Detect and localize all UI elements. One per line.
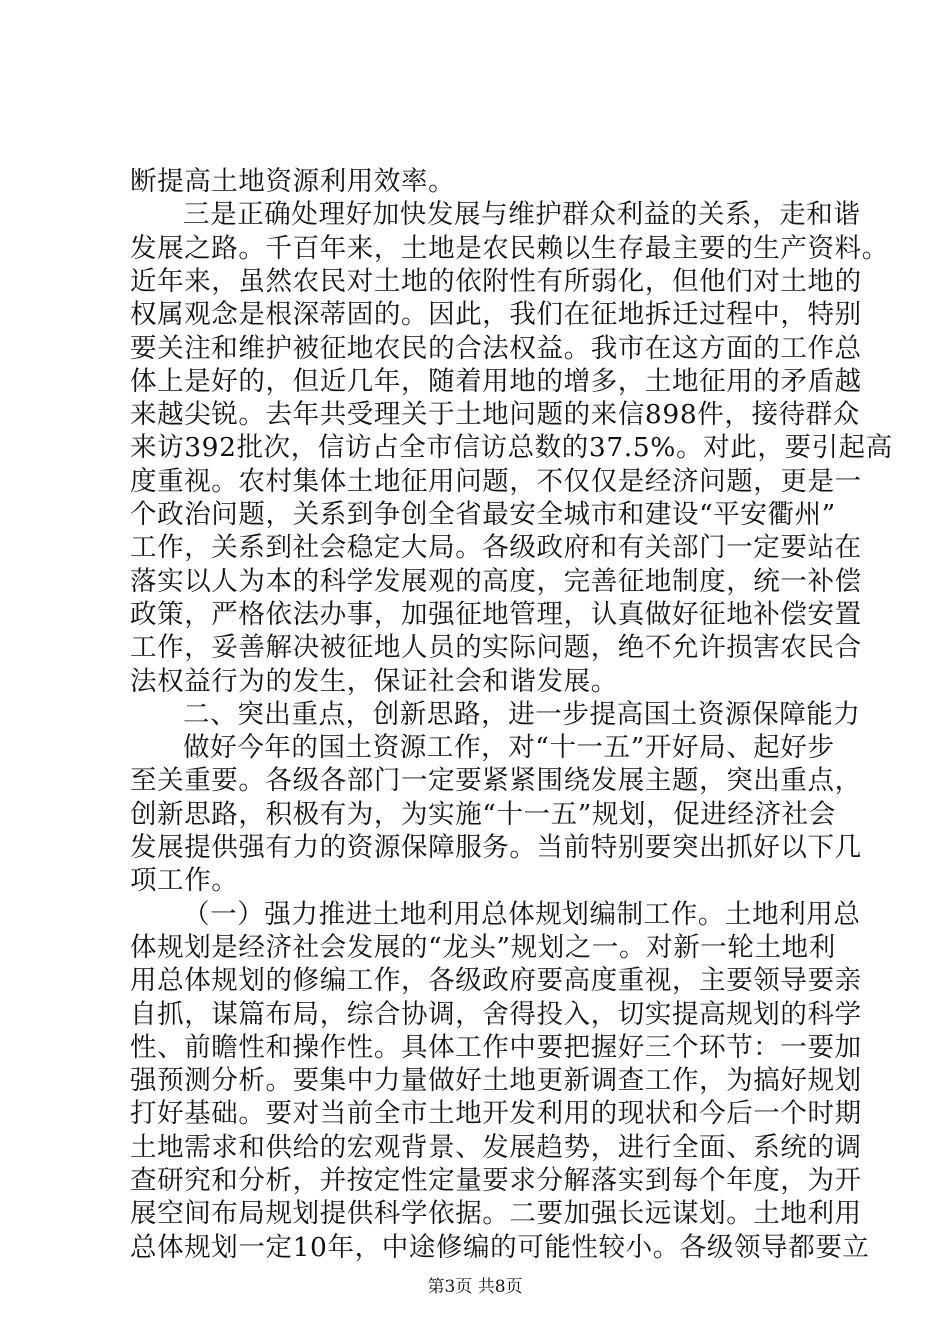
text-line: 自抓，谋篇布局，综合协调，舍得投入，切实提高规划的科学	[130, 998, 862, 1030]
text-line: 来访392批次，信访占全市信访总数的37.5%。对此，要引起高	[130, 432, 893, 464]
text-line: 做好今年的国土资源工作，对“十一五”开好局、起好步	[183, 732, 835, 764]
text-line: 要关注和维护被征地农民的合法权益。我市在这方面的工作总	[130, 332, 862, 364]
text-line: 展空间布局规划提供科学依据。二要加强长远谋划。土地利用	[130, 1198, 862, 1230]
text-line: 用总体规划的修编工作，各级政府要高度重视，主要领导要亲	[130, 965, 862, 997]
text-line: 打好基础。要对当前全市土地开发利用的现状和今后一个时期	[130, 1098, 862, 1130]
text-line: 工作，关系到社会稳定大局。各级政府和有关部门一定要站在	[130, 532, 862, 564]
text-line: 土地需求和供给的宏观背景、发展趋势，进行全面、系统的调	[130, 1131, 862, 1163]
text-line: 近年来，虽然农民对土地的依附性有所弱化，但他们对土地的	[130, 265, 862, 297]
text-line: 创新思路，积极有为，为实施“十一五”规划，促进经济社会	[130, 798, 836, 830]
text-line: 来越尖锐。去年共受理关于土地问题的来信898件，接待群众	[130, 399, 860, 431]
text-line: 权属观念是根深蒂固的。因此，我们在征地拆迁过程中，特别	[130, 299, 862, 331]
text-line: 发展之路。千百年来，土地是农民赖以生存最主要的生产资料。	[130, 232, 889, 264]
section-heading: 二、突出重点，创新思路，进一步提高国土资源保障能力	[183, 698, 861, 730]
text-line: 度重视。农村集体土地征用问题，不仅仅是经济问题，更是一	[130, 465, 862, 497]
text-line: 政策，严格依法办事，加强征地管理，认真做好征地补偿安置	[130, 598, 862, 630]
text-line: 性、前瞻性和操作性。具体工作中要把握好三个环节：一要加	[130, 1031, 862, 1063]
text-line: 体上是好的，但近几年，随着用地的增多，土地征用的矛盾越	[130, 365, 862, 397]
text-line: 项工作。	[130, 865, 239, 897]
text-line: 落实以人为本的科学发展观的高度，完善征地制度，统一补偿	[130, 565, 862, 597]
text-line: 发展提供强有力的资源保障服务。当前特别要突出抓好以下几	[130, 832, 862, 863]
subsection-heading: （一）强力推进土地利用总体规划编制工作。土地利用总	[183, 898, 861, 930]
text-line: 总体规划一定10年，中途修编的可能性较小。各级领导都要立	[130, 1231, 870, 1263]
text-line: 法权益行为的发生，保证社会和谐发展。	[130, 665, 618, 697]
text-line: 强预测分析。要集中力量做好土地更新调查工作，为搞好规划	[130, 1065, 862, 1097]
text-line: 三是正确处理好加快发展与维护群众利益的关系，走和谐	[183, 199, 861, 231]
text-line: 断提高土地资源利用效率。	[130, 166, 456, 197]
text-line: 个政治问题，关系到争创全省最安全城市和建设“平安衢州”	[130, 499, 836, 530]
page-number-footer: 第3页 共8页	[427, 1277, 523, 1297]
text-line: 查研究和分析，并按定性定量要求分解落实到每个年度，为开	[130, 1165, 862, 1196]
text-line: 体规划是经济社会发展的“龙头”规划之一。对新一轮土地利	[130, 931, 836, 963]
text-line: 工作，妥善解决被征地人员的实际问题，绝不允许损害农民合	[130, 632, 862, 664]
text-line: 至关重要。各级各部门一定要紧紧围绕发展主题，突出重点，	[130, 765, 862, 797]
